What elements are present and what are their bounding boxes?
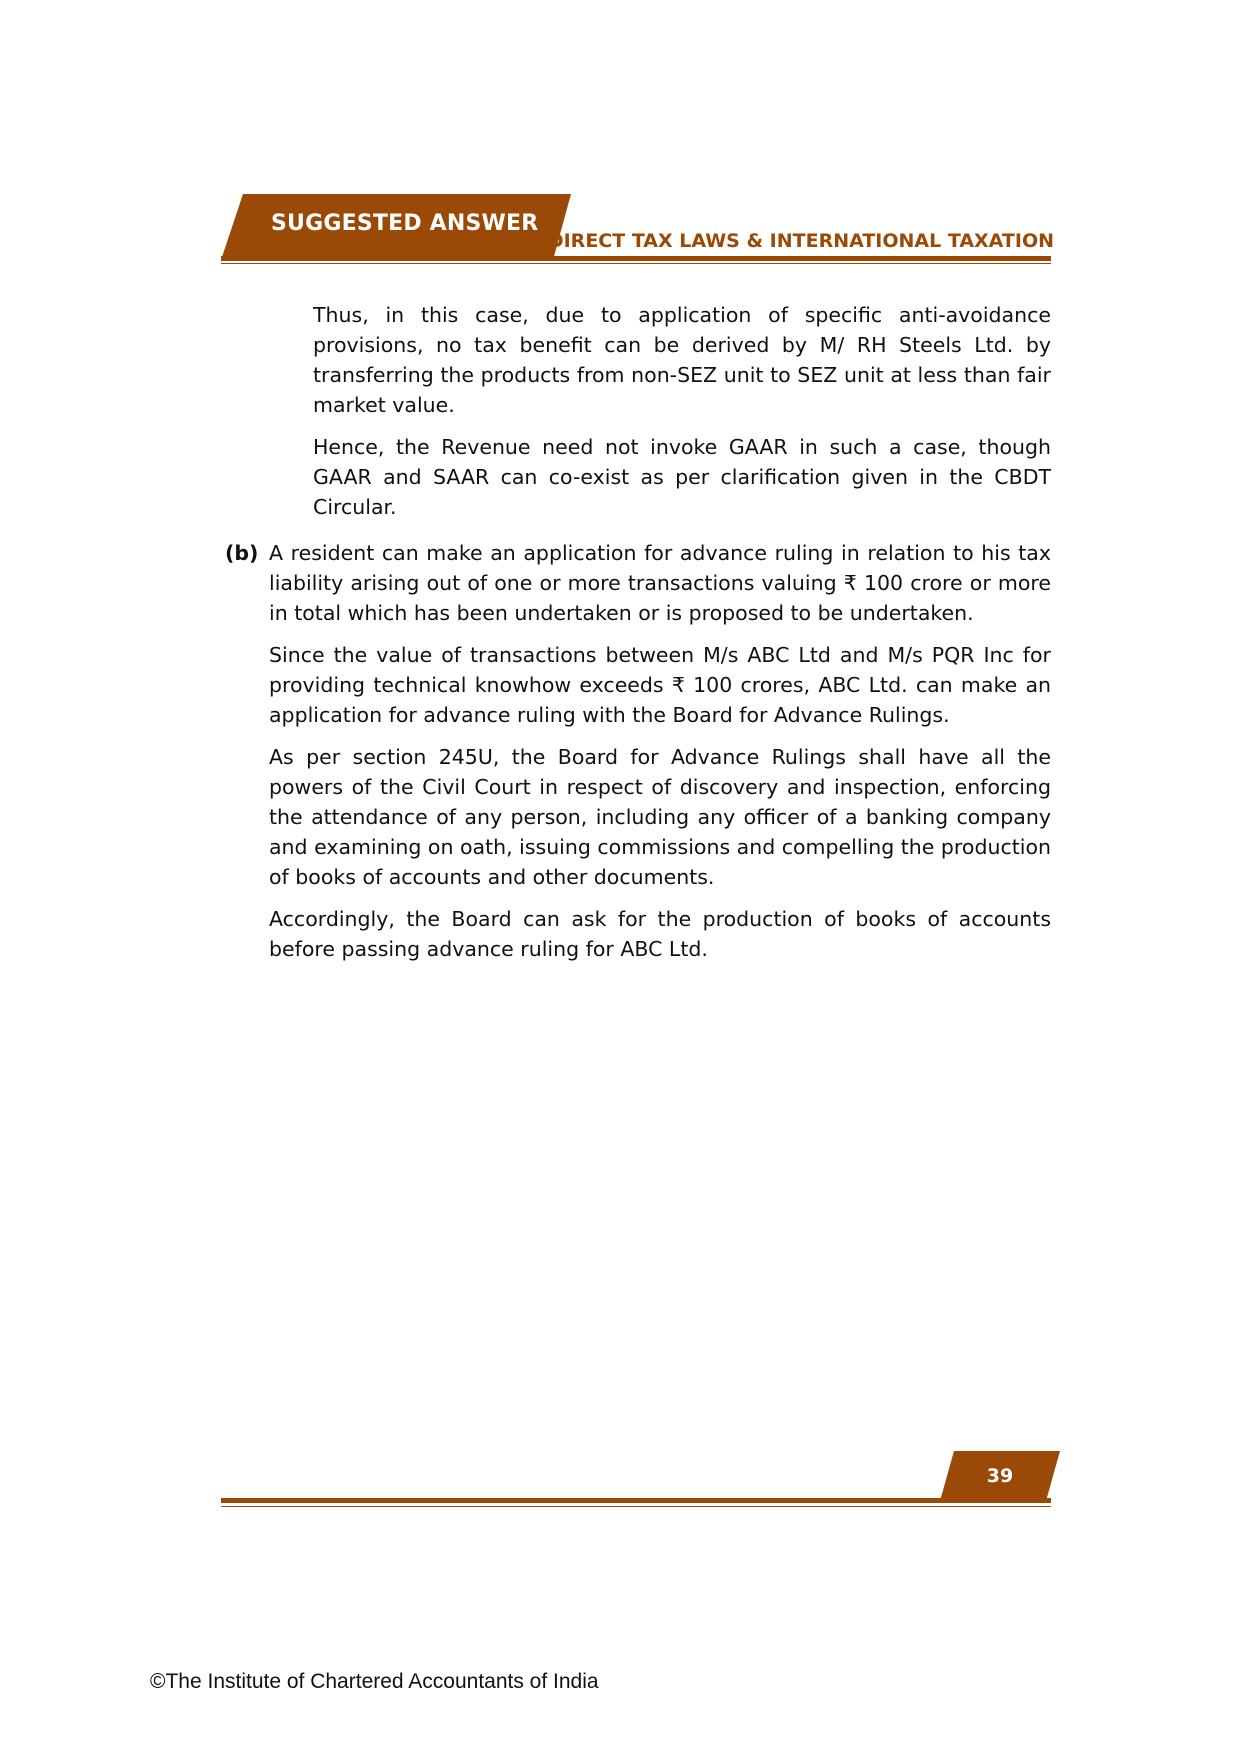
footer-rule-thin xyxy=(221,1506,1051,1507)
header-tab-label: SUGGESTED ANSWER xyxy=(271,211,539,236)
item-b-label: (b) xyxy=(225,541,259,565)
answer-item-b xyxy=(221,538,1051,964)
paragraph-hence: Hence, the Revenue need not invoke GAAR in such a case, though GAAR and SAAR can co-exist as per clarification given in the CBDT Circular. xyxy=(313,435,1051,519)
page-content xyxy=(221,300,1051,976)
item-b-paragraph-4: Accordingly, the Board can ask for the production of books of accounts before passing advance ruling for ABC Ltd. xyxy=(269,907,1051,961)
header-rule xyxy=(221,256,1051,261)
item-b-paragraph-3: As per section 245U, the Board for Advance Rulings shall have all the powers of the Civil Court in respect of discovery and inspection, enforcing the attendance of any person, including any officer of a banking company and examining on oath, issuing commissions and compelling the production of books of accounts and other documents. xyxy=(269,745,1051,889)
footer-rule xyxy=(221,1498,1051,1503)
item-b-paragraph-2: Since the value of transactions between M/s ABC Ltd and M/s PQR Inc for providing technical knowhow exceeds ₹ 100 crores, ABC Ltd. can make an application for advance ruling with the Board for Advance Rulings. xyxy=(269,643,1051,727)
page-number: 39 xyxy=(986,1465,1014,1487)
header-rule-thin xyxy=(221,263,1051,264)
header-subject: DIRECT TAX LAWS & INTERNATIONAL TAXATION xyxy=(547,230,1054,252)
copyright-notice: ©The Institute of Chartered Accountants of India xyxy=(150,1670,599,1693)
paragraph-thus: Thus, in this case, due to application of specific anti-avoidance provisions, no tax benefit can be derived by M/ RH Steels Ltd. by transferring the products from non-SEZ unit to SEZ unit at less than fair market value. xyxy=(313,303,1051,417)
item-b-paragraph-1: A resident can make an application for advance ruling in relation to his tax liability arising out of one or more transactions valuing ₹ 100 crore or more in total which has been undertaken or is proposed to be undertaken. xyxy=(269,541,1051,625)
